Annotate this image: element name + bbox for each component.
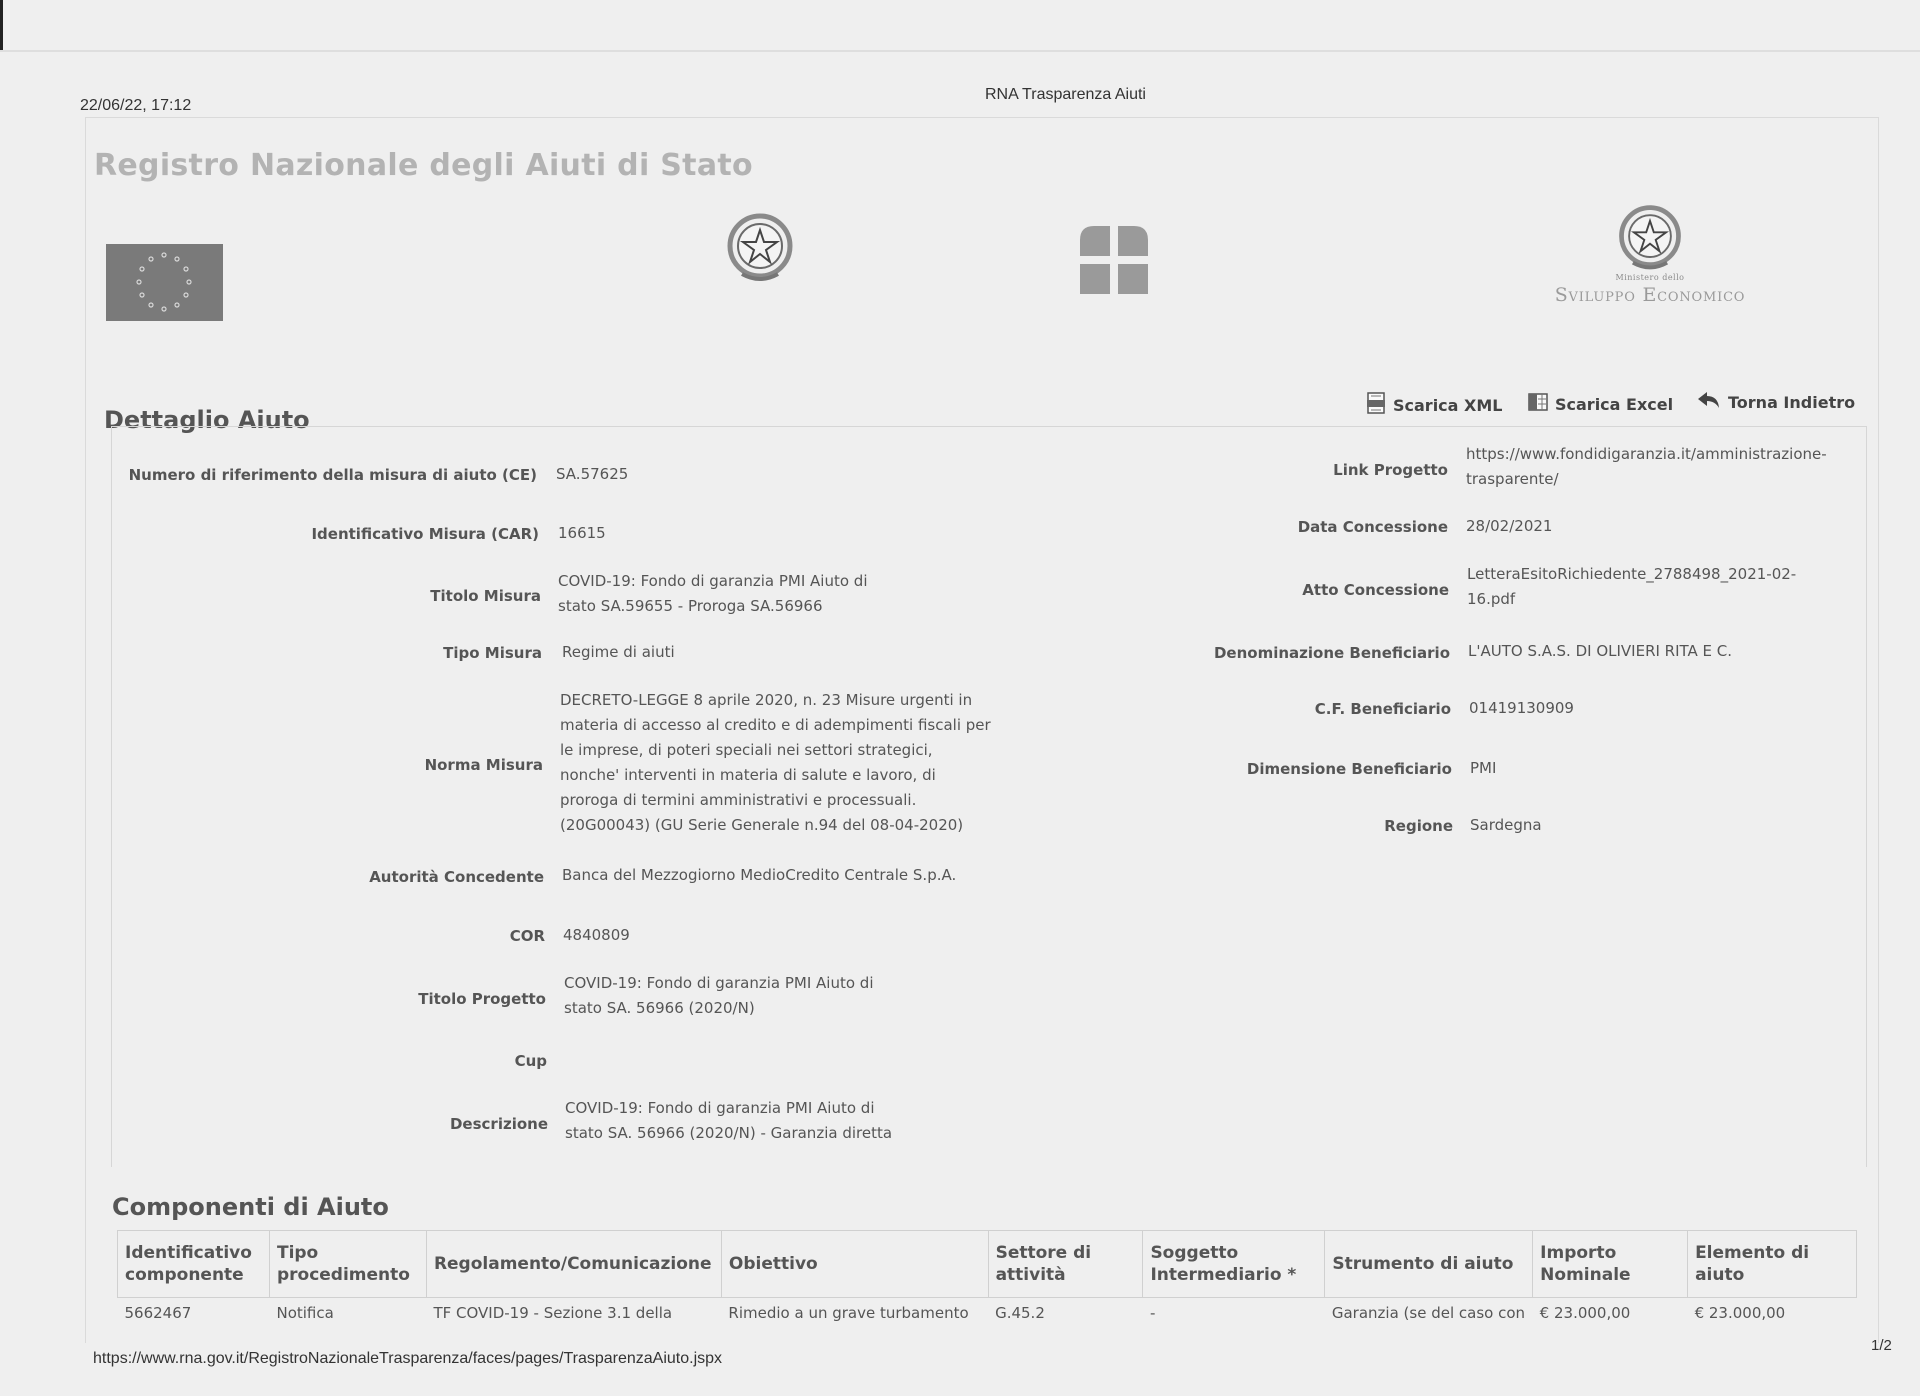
value-norma-misura: DECRETO-LEGGE 8 aprile 2020, n. 23 Misure urgenti in materia di accesso al credito e di adempimenti fiscali per le imprese, di poteri speciali nei settori strategici, nonche' interventi in materia di salute e lavoro, di proroga di termini amministrativi e processuali. (20G00043) (GU Serie Generale n.94 del 08-04-2020) (560, 691, 991, 834)
components-header-row (118, 1231, 1857, 1298)
value-dimensione: PMI (1470, 759, 1497, 777)
label-titolo-progetto: Titolo Progetto (418, 990, 546, 1008)
col-header-elemento-aiuto[interactable]: Elemento di aiuto (1688, 1231, 1857, 1298)
col-header-soggetto-intermediario[interactable]: Soggetto Intermediario * (1143, 1231, 1325, 1298)
print-page-title: RNA Trasparenza Aiuti (985, 86, 1146, 103)
scan-edge-mark (0, 0, 3, 52)
label-numero-riferimento: Numero di riferimento della misura di aiuto (CE) (128, 466, 537, 484)
download-xml-button[interactable] (1366, 392, 1502, 418)
print-url: https://www.rna.gov.it/RegistroNazionaleTrasparenza/faces/pages/TrasparenzaAiuto.jspx (93, 1350, 723, 1367)
xml-file-icon (1366, 392, 1386, 418)
label-atto-concessione: Atto Concessione (1302, 581, 1449, 599)
registry-title: Registro Nazionale degli Aiuti di Stato (94, 148, 753, 183)
label-denominazione: Denominazione Beneficiario (1213, 644, 1450, 662)
label-cor: COR (509, 927, 545, 945)
cell-identificativo: 5662467 (124, 1304, 192, 1322)
col-header-tipo-procedimento[interactable]: Tipo procedimento (269, 1231, 426, 1298)
cell-soggetto-intermediario: - (1149, 1304, 1156, 1322)
col-header-strumento[interactable]: Strumento di aiuto (1325, 1231, 1533, 1298)
value-descrizione: COVID-19: Fondo di garanzia PMI Aiuto di stato SA. 56966 (2020/N) - Garanzia diretta (565, 1099, 893, 1142)
label-autorita: Autorità Concedente (369, 868, 544, 886)
ministry-emblem (1612, 200, 1688, 276)
label-cf: C.F. Beneficiario (1314, 700, 1451, 718)
scan-top-line (0, 50, 1920, 52)
value-cf: 01419130909 (1469, 699, 1574, 717)
download-excel-button[interactable] (1528, 392, 1673, 416)
label-dimensione: Dimensione Beneficiario (1246, 760, 1452, 778)
col-header-settore[interactable]: Settore di attività (988, 1231, 1143, 1298)
print-datetime: 22/06/22, 17:12 (80, 97, 192, 114)
label-link-progetto: Link Progetto (1333, 461, 1448, 479)
back-arrow-icon (1697, 390, 1721, 414)
label-tipo-misura: Tipo Misura (443, 644, 542, 662)
back-button[interactable] (1697, 390, 1855, 414)
col-header-identificativo[interactable]: Identificativo componente (118, 1231, 270, 1298)
ministry-name: Sviluppo Economico (1554, 284, 1746, 306)
italian-republic-emblem (720, 208, 800, 288)
value-cor: 4840809 (563, 926, 630, 944)
label-data-concessione: Data Concessione (1297, 518, 1448, 536)
label-regione: Regione (1384, 817, 1453, 835)
print-page-number: 1/2 (1871, 1337, 1892, 1354)
cell-obiettivo: Rimedio a un grave turbamento (728, 1304, 969, 1322)
label-cup: Cup (514, 1052, 547, 1070)
download-excel-label: Scarica Excel (1555, 394, 1674, 414)
value-atto-concessione[interactable]: LetteraEsitoRichiedente_2788498_2021-02- 16.pdf (1467, 565, 1797, 608)
cell-settore: G.45.2 (995, 1304, 1045, 1322)
label-titolo-misura: Titolo Misura (430, 587, 541, 605)
eu-flag-logo (106, 244, 223, 321)
cell-strumento: Garanzia (se del caso con (1331, 1304, 1526, 1322)
cell-regolamento: TF COVID-19 - Sezione 3.1 della (433, 1304, 673, 1322)
value-tipo-misura: Regime di aiuti (562, 643, 675, 661)
label-norma-misura: Norma Misura (424, 756, 543, 774)
col-header-importo-nominale[interactable]: Importo Nominale (1533, 1231, 1688, 1298)
back-label: Torna Indietro (1728, 392, 1856, 412)
value-titolo-progetto: COVID-19: Fondo di garanzia PMI Aiuto di stato SA. 56966 (2020/N) (564, 974, 874, 1017)
download-xml-label: Scarica XML (1393, 395, 1503, 415)
value-car: 16615 (558, 524, 606, 542)
value-link-progetto[interactable]: https://www.fondidigaranzia.it/amministrazione- trasparente/ (1466, 445, 1827, 488)
components-section-title: Componenti di Aiuto (112, 1193, 389, 1221)
components-table (117, 1230, 1857, 1338)
detail-section-title: Dettaglio Aiuto (104, 406, 310, 434)
value-data-concessione: 28/02/2021 (1466, 517, 1553, 535)
table-row (118, 1298, 1857, 1339)
cross-quadrant-logo (1076, 222, 1152, 298)
col-header-regolamento[interactable]: Regolamento/Comunicazione (426, 1231, 721, 1298)
value-denominazione: L'AUTO S.A.S. DI OLIVIERI RITA E C. (1468, 642, 1733, 660)
excel-file-icon (1528, 392, 1548, 416)
cell-importo-nominale: € 23.000,00 (1539, 1304, 1631, 1322)
ministry-logo (1530, 200, 1770, 320)
label-descrizione: Descrizione (449, 1115, 548, 1133)
value-autorita: Banca del Mezzogiorno MedioCredito Centrale S.p.A. (562, 866, 957, 884)
col-header-obiettivo[interactable]: Obiettivo (721, 1231, 988, 1298)
value-regione: Sardegna (1470, 816, 1542, 834)
label-car: Identificativo Misura (CAR) (311, 525, 539, 543)
cell-tipo-procedimento: Notifica (276, 1304, 334, 1322)
value-titolo-misura: COVID-19: Fondo di garanzia PMI Aiuto di stato SA.59655 - Proroga SA.56966 (558, 572, 868, 615)
ministry-small-text: Ministero dello (1615, 273, 1685, 282)
value-numero-riferimento: SA.57625 (556, 465, 629, 483)
cell-elemento-aiuto: € 23.000,00 (1694, 1304, 1786, 1322)
